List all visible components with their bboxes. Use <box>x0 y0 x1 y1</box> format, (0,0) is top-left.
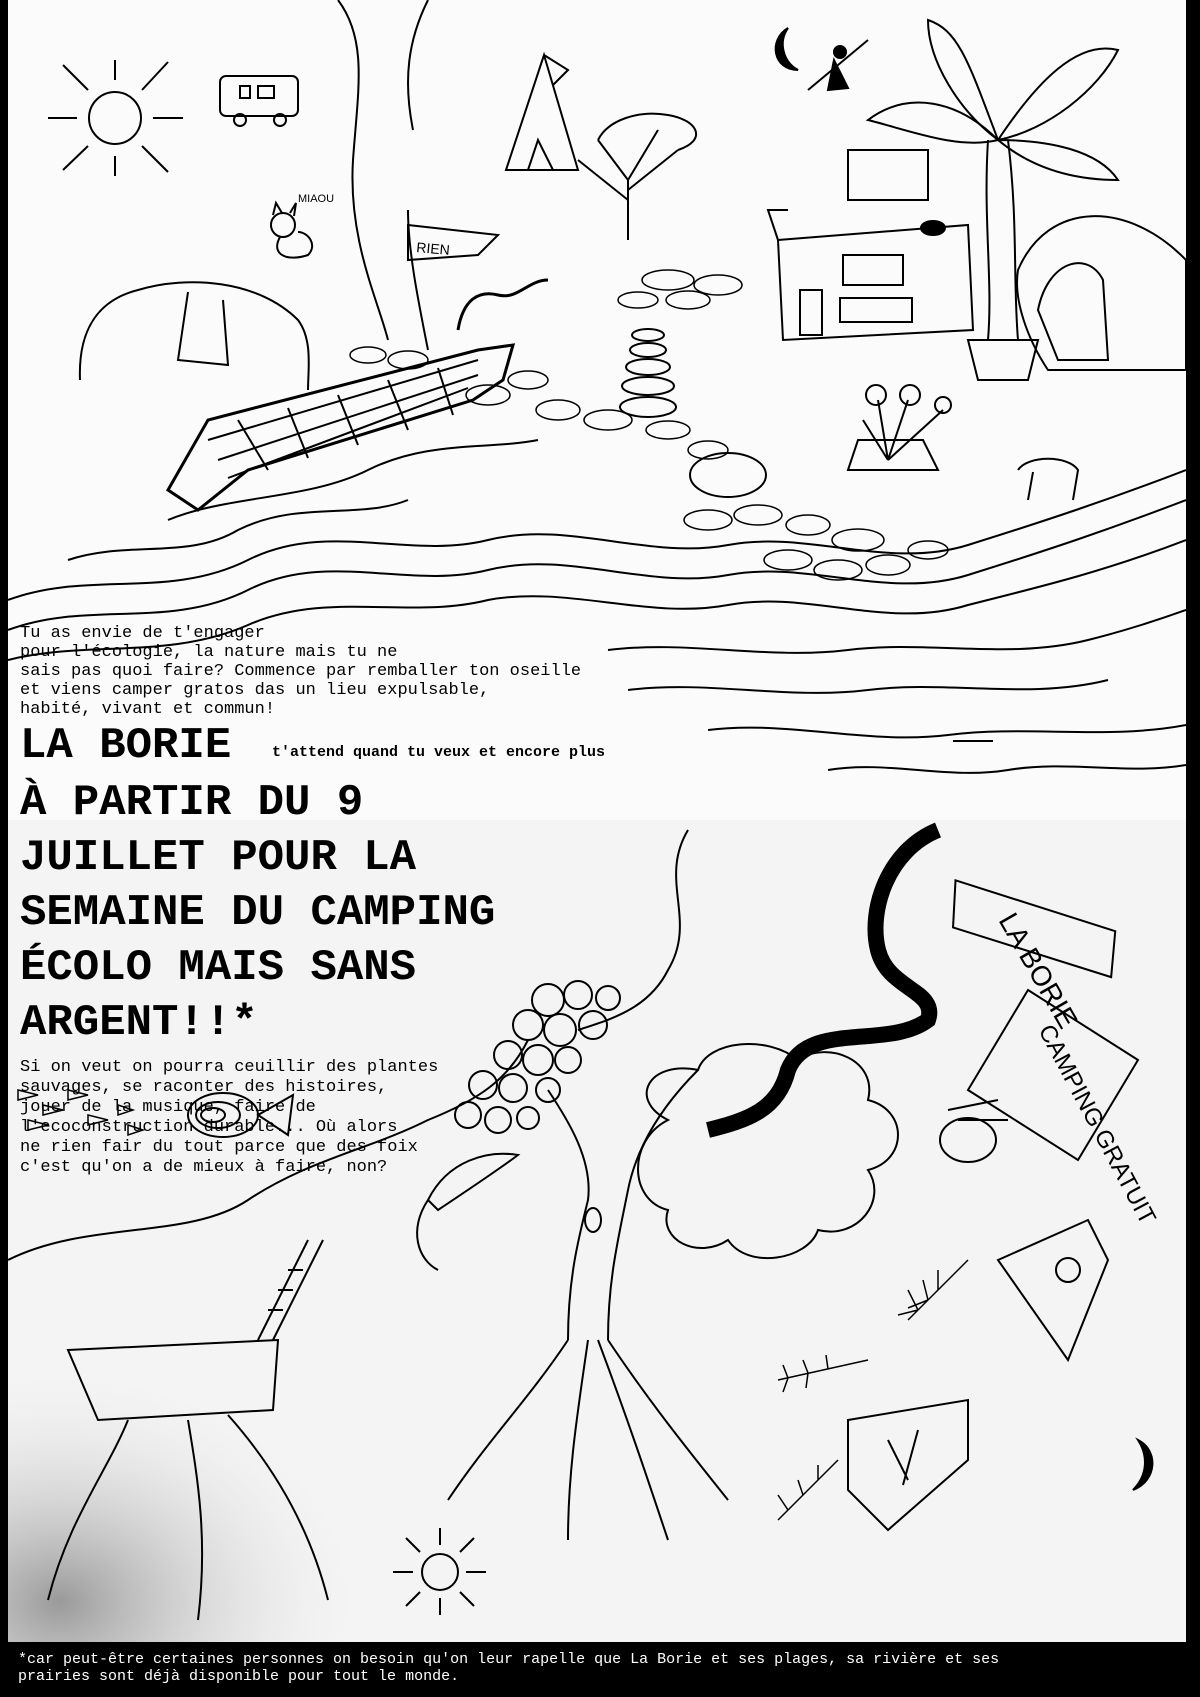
fern-drawing <box>778 1260 968 1520</box>
shield-drawing <box>848 1400 968 1530</box>
bottom-moon-drawing <box>1133 1440 1152 1490</box>
intro-paragraph: Tu as envie de t'engager pour l'écologie, la nature mais tu ne sais pas quoi faire? Commence par remballer ton oseille et viens camper gratos das un lieu expulsable, habité, vivant et commun! <box>20 624 582 719</box>
footnote: *car peut-être certaines personnes on besoin qu'on leur rapelle que La Borie et ses plages, sa rivière et ses prairies sont déjà disponible pour tout le monde. <box>18 1651 1000 1685</box>
cobblestones-drawing <box>350 270 948 580</box>
dome-tent-drawing <box>1017 216 1186 370</box>
bare-tree-drawing <box>578 114 696 240</box>
shadow-gradient <box>8 1240 528 1642</box>
witch-drawing <box>808 40 868 90</box>
tent-shield-drawing <box>998 1220 1108 1360</box>
snake-drawing <box>458 280 548 330</box>
dark-river-drawing <box>708 830 938 1130</box>
cloud-drawing <box>638 1044 898 1258</box>
moon-drawing <box>776 28 798 70</box>
flag-plant-drawing <box>408 210 498 350</box>
cat-label: MIAOU <box>298 193 335 205</box>
tree-trunk-drawing <box>338 0 388 340</box>
headline-inline-text: t'attend quand tu veux et encore plus <box>272 744 606 761</box>
hedgehog-drawing <box>690 453 766 497</box>
dog-drawing <box>1018 459 1078 500</box>
stone-cairn-drawing <box>620 329 676 417</box>
sign-camping-text: CAMPING GRATUIT <box>1032 1020 1161 1230</box>
flowers-drawing <box>848 385 951 470</box>
camper-van-drawing <box>220 76 298 126</box>
headline-dates: À PARTIR DU 9 JUILLET POUR LA SEMAINE DU CAMPING ÉCOLO MAIS SANS ARGENT!!* <box>20 778 496 1048</box>
house-drawing <box>768 150 973 340</box>
sign-la-borie-text: LA BORIE <box>992 907 1084 1034</box>
sun-drawing <box>48 60 183 176</box>
activities-paragraph: Si on veut on pourra ceuillir des plantes sauvages, se raconter des histoires, jouer de la musique, faire de l'ecoconstruction durable... Où alors ne rien fair du tout parce que des foix c'est qu'on a de mieux à faire, non? <box>20 1058 439 1177</box>
garden-arch-drawing <box>80 282 309 390</box>
cat-drawing <box>271 203 312 258</box>
headline-la-borie: LA BORIE <box>20 721 232 771</box>
flag-label: RIEN <box>415 239 451 258</box>
small-tent-drawing <box>506 55 578 170</box>
signature-doodle <box>953 710 993 742</box>
boat-drawing <box>168 345 513 510</box>
